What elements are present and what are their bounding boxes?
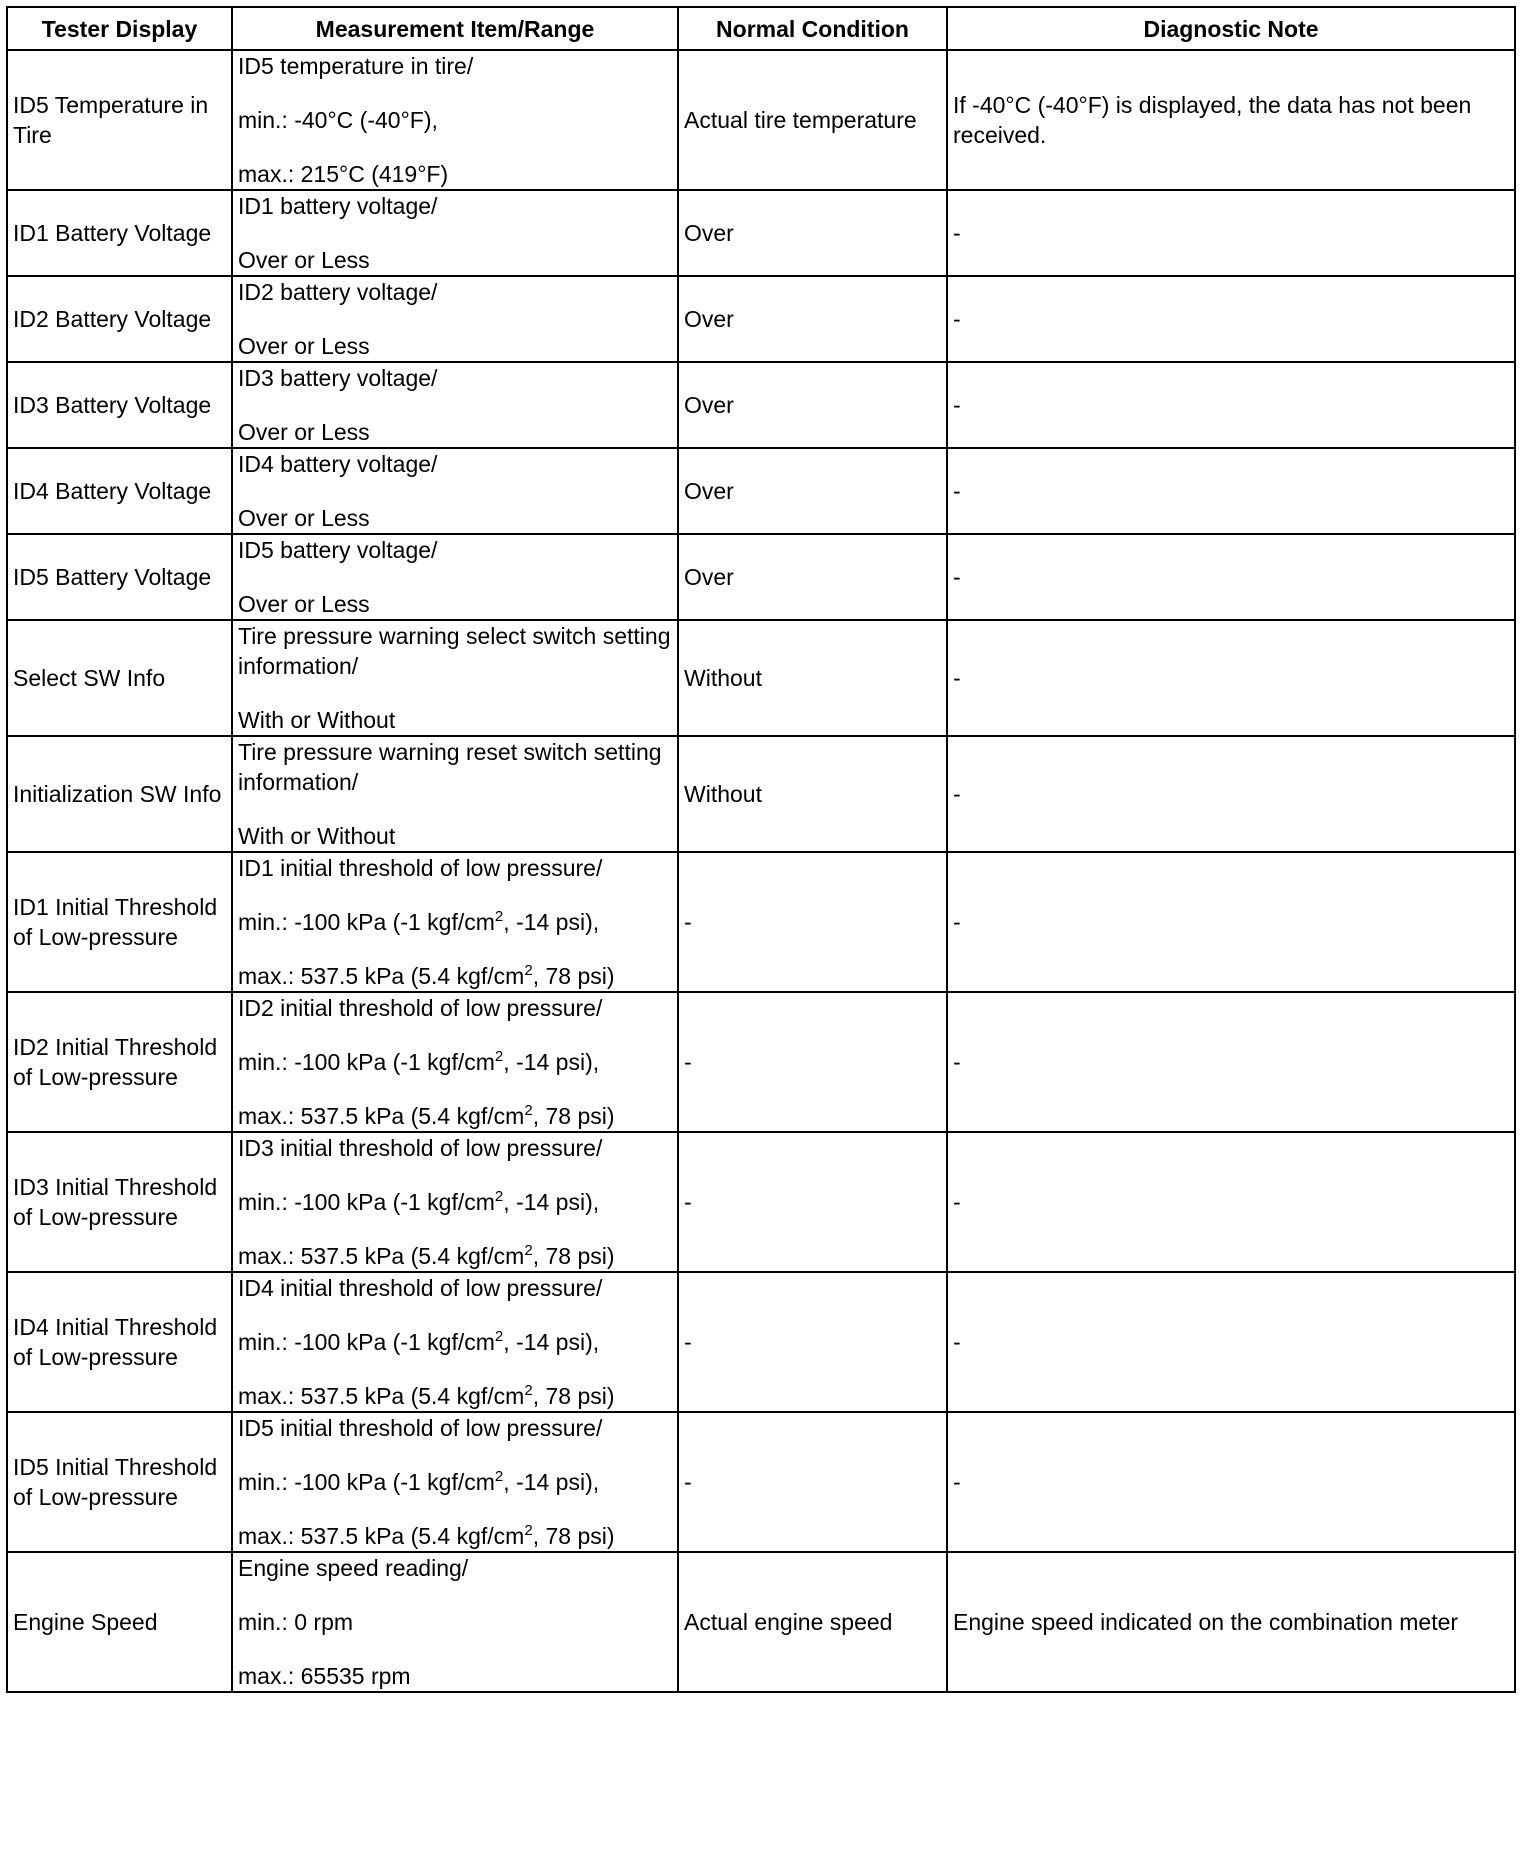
normal-condition-cell: -	[678, 1412, 947, 1552]
measurement-text: , 78 psi)	[532, 1103, 615, 1129]
diagnostic-note-cell: -	[947, 852, 1515, 992]
measurement-line	[238, 1467, 672, 1497]
diagnostic-note-cell: -	[947, 736, 1515, 852]
measurement-item-cell	[232, 620, 678, 736]
measurement-text: min.: -100 kPa (-1 kgf/cm	[238, 909, 495, 935]
measurement-line	[238, 1241, 672, 1271]
tester-display-cell: ID2 Initial Threshold of Low-pressure	[7, 992, 232, 1132]
tester-display-cell: Select SW Info	[7, 620, 232, 736]
unit-superscript: 2	[524, 1522, 533, 1539]
measurement-line: With or Without	[238, 707, 396, 733]
measurement-line: ID3 initial threshold of low pressure/	[238, 1135, 603, 1161]
table-row	[7, 1412, 1515, 1552]
measurement-item-cell	[232, 50, 678, 190]
diagnostic-note-cell: -	[947, 448, 1515, 534]
measurement-item-cell	[232, 852, 678, 992]
measurement-text: max.: 537.5 kPa (5.4 kgf/cm	[238, 1243, 525, 1269]
diagnostic-note-cell: -	[947, 534, 1515, 620]
diagnostic-note-cell: -	[947, 620, 1515, 736]
measurement-line: Over or Less	[238, 333, 370, 359]
measurement-line: max.: 65535 rpm	[238, 1663, 411, 1689]
measurement-line: min.: -40°C (-40°F),	[238, 107, 438, 133]
diagnostic-table-container	[6, 6, 1516, 1693]
tester-display-cell: ID4 Battery Voltage	[7, 448, 232, 534]
measurement-text: , -14 psi),	[503, 909, 600, 935]
tester-display-cell: Engine Speed	[7, 1552, 232, 1692]
tester-display-cell: ID4 Initial Threshold of Low-pressure	[7, 1272, 232, 1412]
table-row	[7, 1552, 1515, 1692]
measurement-text: , -14 psi),	[503, 1049, 600, 1075]
normal-condition-cell: Actual tire temperature	[678, 50, 947, 190]
tester-display-cell: ID3 Battery Voltage	[7, 362, 232, 448]
unit-superscript: 2	[494, 1048, 504, 1065]
normal-condition-cell: -	[678, 1132, 947, 1272]
table-row	[7, 736, 1515, 852]
measurement-line: ID2 battery voltage/	[238, 279, 438, 305]
measurement-line: ID4 battery voltage/	[238, 451, 438, 477]
header-row	[7, 7, 1515, 50]
measurement-text: , -14 psi),	[503, 1469, 600, 1495]
measurement-line: max.: 215°C (419°F)	[238, 161, 449, 187]
normal-condition-cell: Without	[678, 736, 947, 852]
unit-superscript: 2	[524, 1242, 533, 1259]
table-row	[7, 448, 1515, 534]
measurement-text: , -14 psi),	[503, 1329, 600, 1355]
diagnostic-note-cell: -	[947, 992, 1515, 1132]
measurement-line	[238, 1381, 672, 1411]
measurement-line: ID4 initial threshold of low pressure/	[238, 1275, 603, 1301]
measurement-text: min.: -100 kPa (-1 kgf/cm	[238, 1189, 495, 1215]
measurement-line: Over or Less	[238, 247, 370, 273]
diagnostic-note-cell: -	[947, 276, 1515, 362]
measurement-line: ID2 initial threshold of low pressure/	[238, 995, 603, 1021]
table-row	[7, 362, 1515, 448]
diagnostic-note-cell: -	[947, 1272, 1515, 1412]
measurement-line: ID5 temperature in tire/	[238, 53, 474, 79]
measurement-line: ID1 initial threshold of low pressure/	[238, 855, 603, 881]
measurement-text: min.: -100 kPa (-1 kgf/cm	[238, 1329, 495, 1355]
header-normal-condition: Normal Condition	[678, 7, 947, 50]
normal-condition-cell: -	[678, 1272, 947, 1412]
normal-condition-cell: Over	[678, 448, 947, 534]
diagnostic-note-cell: -	[947, 1132, 1515, 1272]
measurement-item-cell	[232, 190, 678, 276]
measurement-line	[238, 1327, 672, 1357]
normal-condition-cell: Over	[678, 276, 947, 362]
normal-condition-cell: Over	[678, 190, 947, 276]
measurement-item-cell	[232, 362, 678, 448]
normal-condition-cell: Over	[678, 534, 947, 620]
tester-display-cell: ID1 Initial Threshold of Low-pressure	[7, 852, 232, 992]
measurement-line: ID3 battery voltage/	[238, 365, 438, 391]
measurement-text: max.: 537.5 kPa (5.4 kgf/cm	[238, 963, 525, 989]
measurement-line	[238, 961, 672, 991]
tester-display-cell: ID3 Initial Threshold of Low-pressure	[7, 1132, 232, 1272]
measurement-line	[238, 1187, 672, 1217]
tester-display-cell: ID1 Battery Voltage	[7, 190, 232, 276]
measurement-item-cell	[232, 1132, 678, 1272]
unit-superscript: 2	[494, 1188, 504, 1205]
measurement-line	[238, 1521, 672, 1551]
unit-superscript: 2	[524, 962, 533, 979]
normal-condition-cell: -	[678, 992, 947, 1132]
diagnostic-note-cell: If -40°C (-40°F) is displayed, the data has not been received.	[947, 50, 1515, 190]
diagnostic-note-cell: Engine speed indicated on the combination meter	[947, 1552, 1515, 1692]
measurement-text: min.: -100 kPa (-1 kgf/cm	[238, 1049, 495, 1075]
measurement-item-cell	[232, 992, 678, 1132]
measurement-item-cell	[232, 1552, 678, 1692]
diagnostic-note-cell: -	[947, 190, 1515, 276]
measurement-line: Engine speed reading/	[238, 1555, 469, 1581]
measurement-text: max.: 537.5 kPa (5.4 kgf/cm	[238, 1103, 525, 1129]
measurement-line: Over or Less	[238, 505, 370, 531]
header-diagnostic-note: Diagnostic Note	[947, 7, 1515, 50]
measurement-text: , 78 psi)	[532, 1243, 615, 1269]
table-row	[7, 1132, 1515, 1272]
tester-display-cell: ID2 Battery Voltage	[7, 276, 232, 362]
measurement-line: Tire pressure warning reset switch setting information/	[238, 739, 662, 795]
table-row	[7, 992, 1515, 1132]
table-row	[7, 620, 1515, 736]
measurement-line: Over or Less	[238, 419, 370, 445]
unit-superscript: 2	[494, 1468, 504, 1485]
measurement-text: , 78 psi)	[532, 1523, 615, 1549]
measurement-item-cell	[232, 1412, 678, 1552]
measurement-item-cell	[232, 276, 678, 362]
header-measurement-item: Measurement Item/Range	[232, 7, 678, 50]
measurement-line	[238, 1101, 672, 1131]
diagnostic-note-cell: -	[947, 1412, 1515, 1552]
unit-superscript: 2	[494, 1328, 504, 1345]
table-row	[7, 190, 1515, 276]
table-body	[7, 50, 1515, 1692]
diagnostic-note-cell: -	[947, 362, 1515, 448]
table-row	[7, 534, 1515, 620]
normal-condition-cell: Actual engine speed	[678, 1552, 947, 1692]
measurement-text: , -14 psi),	[503, 1189, 600, 1215]
measurement-text: , 78 psi)	[532, 1383, 615, 1409]
header-tester-display: Tester Display	[7, 7, 232, 50]
measurement-text: , 78 psi)	[532, 963, 615, 989]
measurement-line: ID1 battery voltage/	[238, 193, 438, 219]
measurement-line: Tire pressure warning select switch setting information/	[238, 623, 671, 679]
measurement-item-cell	[232, 736, 678, 852]
measurement-line: ID5 battery voltage/	[238, 537, 438, 563]
measurement-item-cell	[232, 534, 678, 620]
unit-superscript: 2	[524, 1102, 533, 1119]
measurement-line	[238, 1047, 672, 1077]
diagnostic-data-table	[6, 6, 1516, 1693]
measurement-line: With or Without	[238, 823, 396, 849]
tester-display-cell: ID5 Initial Threshold of Low-pressure	[7, 1412, 232, 1552]
measurement-text: max.: 537.5 kPa (5.4 kgf/cm	[238, 1383, 525, 1409]
tester-display-cell: ID5 Battery Voltage	[7, 534, 232, 620]
normal-condition-cell: Over	[678, 362, 947, 448]
unit-superscript: 2	[494, 908, 504, 925]
table-row	[7, 1272, 1515, 1412]
table-header	[7, 7, 1515, 50]
unit-superscript: 2	[524, 1382, 533, 1399]
table-row	[7, 276, 1515, 362]
table-row	[7, 50, 1515, 190]
tester-display-cell: Initialization SW Info	[7, 736, 232, 852]
measurement-text: max.: 537.5 kPa (5.4 kgf/cm	[238, 1523, 525, 1549]
measurement-item-cell	[232, 448, 678, 534]
measurement-line	[238, 907, 672, 937]
normal-condition-cell: Without	[678, 620, 947, 736]
measurement-text: min.: -100 kPa (-1 kgf/cm	[238, 1469, 495, 1495]
measurement-line: ID5 initial threshold of low pressure/	[238, 1415, 603, 1441]
tester-display-cell: ID5 Temperature in Tire	[7, 50, 232, 190]
measurement-line: Over or Less	[238, 591, 370, 617]
table-row	[7, 852, 1515, 992]
normal-condition-cell: -	[678, 852, 947, 992]
measurement-line: min.: 0 rpm	[238, 1609, 354, 1635]
measurement-item-cell	[232, 1272, 678, 1412]
